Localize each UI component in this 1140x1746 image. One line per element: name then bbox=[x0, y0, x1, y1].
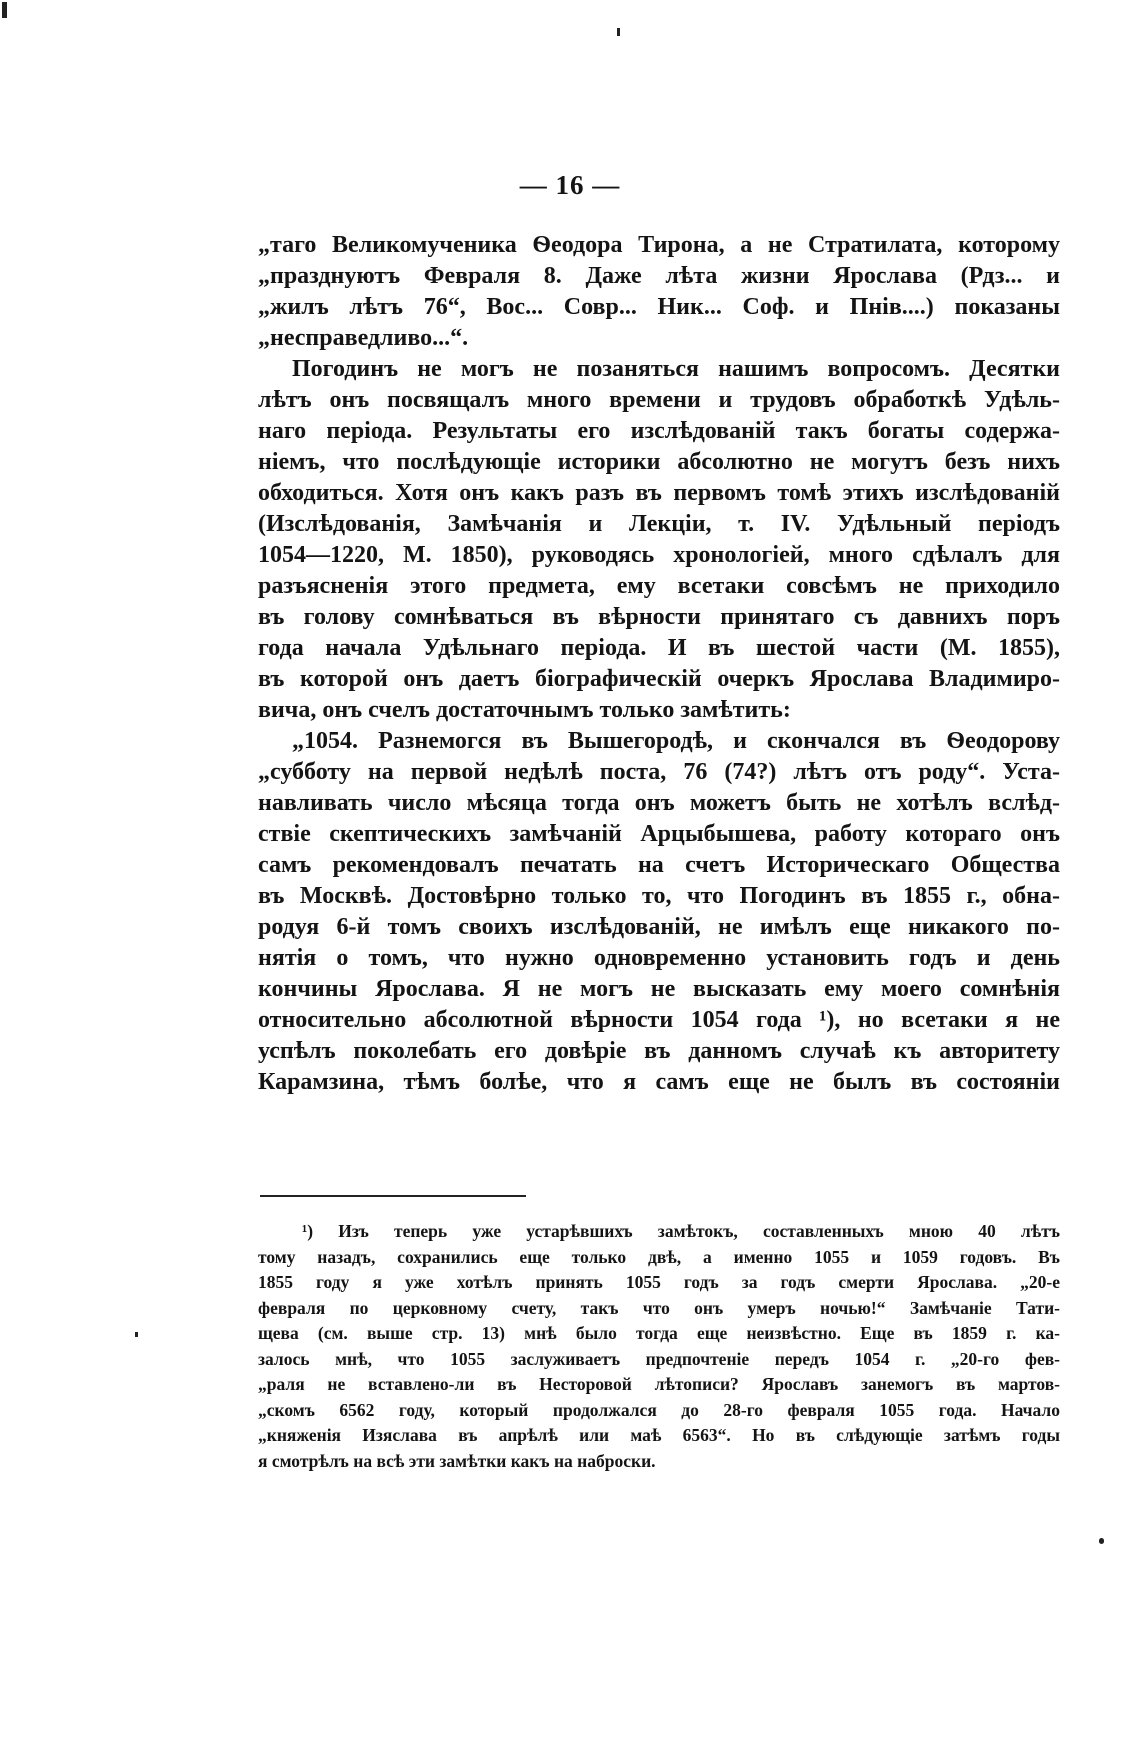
text-line: успѣлъ поколебать его довѣріе въ данномъ случаѣ къ авторитету bbox=[258, 1038, 1060, 1064]
text-line: вича, онъ счелъ достаточнымъ только замѣтить: bbox=[258, 697, 791, 723]
text-line: въ Москвѣ. Достовѣрно только то, что Погодинъ въ 1855 г., обна- bbox=[258, 883, 1060, 909]
text-line: навливать число мѣсяца тогда онъ можетъ быть не хотѣлъ вслѣд- bbox=[258, 790, 1060, 816]
footnote-line: я смотрѣлъ на всѣ эти замѣтки какъ на наброски. bbox=[258, 1450, 656, 1471]
text-line: „таго Великомученика Ѳеодора Тирона, а не Стратилата, которому bbox=[258, 232, 1060, 258]
footnote-line: „скомъ 6562 году, который продолжался до 28-го февраля 1055 года. Начало bbox=[258, 1399, 1060, 1420]
text-line: (Изслѣдованія, Замѣчанія и Лекціи, т. IV. Удѣльный періодъ bbox=[258, 511, 1060, 537]
main-text bbox=[258, 230, 1060, 1098]
text-line: кончины Ярослава. Я не могъ не высказать ему моего сомнѣнія bbox=[258, 976, 1060, 1002]
text-line: 1054—1220, М. 1850), руководясь хронологіей, много сдѣлалъ для bbox=[258, 542, 1060, 568]
footnote-line: февраля по церковному счету, такъ что онъ умеръ ночью!“ Замѣчаніе Тати- bbox=[258, 1297, 1060, 1318]
text-line: обходиться. Хотя онъ какъ разъ въ первомъ томѣ этихъ изслѣдованій bbox=[258, 480, 1060, 506]
footnote-line: тому назадъ, сохранились еще только двѣ, а именно 1055 и 1059 годовъ. Въ bbox=[258, 1246, 1060, 1267]
text-line: въ которой онъ даетъ біографическій очеркъ Ярослава Владимиро- bbox=[258, 666, 1060, 692]
scan-speck bbox=[135, 1332, 138, 1337]
text-line: ствіе скептическихъ замѣчаній Арцыбышева, работу котораго онъ bbox=[258, 821, 1060, 847]
footnote-line: „княженія Изяслава въ апрѣлѣ или маѣ 6563“. Но въ слѣдующіе затѣмъ годы bbox=[258, 1425, 1060, 1445]
scan-speck bbox=[2, 2, 7, 18]
scan-speck bbox=[1099, 1538, 1104, 1544]
text-line: „субботу на первой недѣлѣ поста, 76 (74?) лѣтъ отъ роду“. Уста- bbox=[258, 759, 1060, 785]
text-line: въ голову сомнѣваться въ вѣрности принятаго съ давнихъ поръ bbox=[258, 604, 1060, 630]
text-line: „несправедливо...“. bbox=[258, 325, 469, 351]
text-line: разъясненія этого предмета, ему всетаки совсѣмъ не приходило bbox=[258, 573, 1060, 599]
text-line: Карамзина, тѣмъ болѣе, что я самъ еще не былъ въ состояніи bbox=[258, 1069, 1060, 1095]
text-line: самъ рекомендовалъ печатать на счетъ Историческаго Общества bbox=[258, 852, 1060, 878]
footnote bbox=[258, 1219, 1060, 1474]
text-line: „1054. Разнемогся въ Вышегородѣ, и скончался въ Ѳеодорову bbox=[292, 728, 1060, 754]
text-line: родуя 6-й томъ своихъ изслѣдованій, не имѣлъ еще никакого по- bbox=[258, 914, 1060, 940]
text-line: наго періода. Результаты его изслѣдованій такъ богаты содержа- bbox=[258, 418, 1060, 444]
text-line: относительно абсолютной вѣрности 1054 года ¹), но всетаки я не bbox=[258, 1007, 1060, 1033]
text-line: „жилъ лѣтъ 76“, Вос... Совр... Ник... Соф. и Пнів....) показаны bbox=[258, 294, 1060, 320]
footnote-separator bbox=[260, 1195, 526, 1197]
scan-speck bbox=[617, 28, 620, 36]
text-line: ніемъ, что послѣдующіе историки абсолютно не могутъ безъ нихъ bbox=[258, 449, 1060, 475]
text-line: нятія о томъ, что нужно одновременно установить годъ и день bbox=[258, 945, 1060, 971]
text-line: Погодинъ не могъ не позаняться нашимъ вопросомъ. Десятки bbox=[292, 356, 1060, 382]
footnote-line: щева (см. выше стр. 13) мнѣ было тогда еще неизвѣстно. Еще въ 1859 г. ка- bbox=[258, 1323, 1060, 1343]
text-line: „празднуютъ Февраля 8. Даже лѣта жизни Ярослава (Рдз... и bbox=[258, 263, 1060, 289]
footnote-line: „раля не вставлено-ли въ Несторовой лѣтописи? Ярославъ занемогъ въ мартов- bbox=[258, 1374, 1060, 1394]
text-line: лѣтъ онъ посвящалъ много времени и трудовъ обработкѣ Удѣль- bbox=[258, 387, 1060, 413]
footnote-line: ¹) Изъ теперь уже устарѣвшихъ замѣтокъ, составленныхъ мною 40 лѣтъ bbox=[302, 1221, 1060, 1241]
footnote-line: 1855 году я уже хотѣлъ принять 1055 годъ за годъ смерти Ярослава. „20-е bbox=[258, 1272, 1060, 1292]
page-number: — 16 — bbox=[519, 170, 621, 200]
text-line: года начала Удѣльнаго періода. И въ шестой части (М. 1855), bbox=[258, 635, 1060, 661]
footnote-line: залось мнѣ, что 1055 заслуживаетъ предпочтеніе передъ 1054 г. „20-го фев- bbox=[258, 1348, 1060, 1369]
